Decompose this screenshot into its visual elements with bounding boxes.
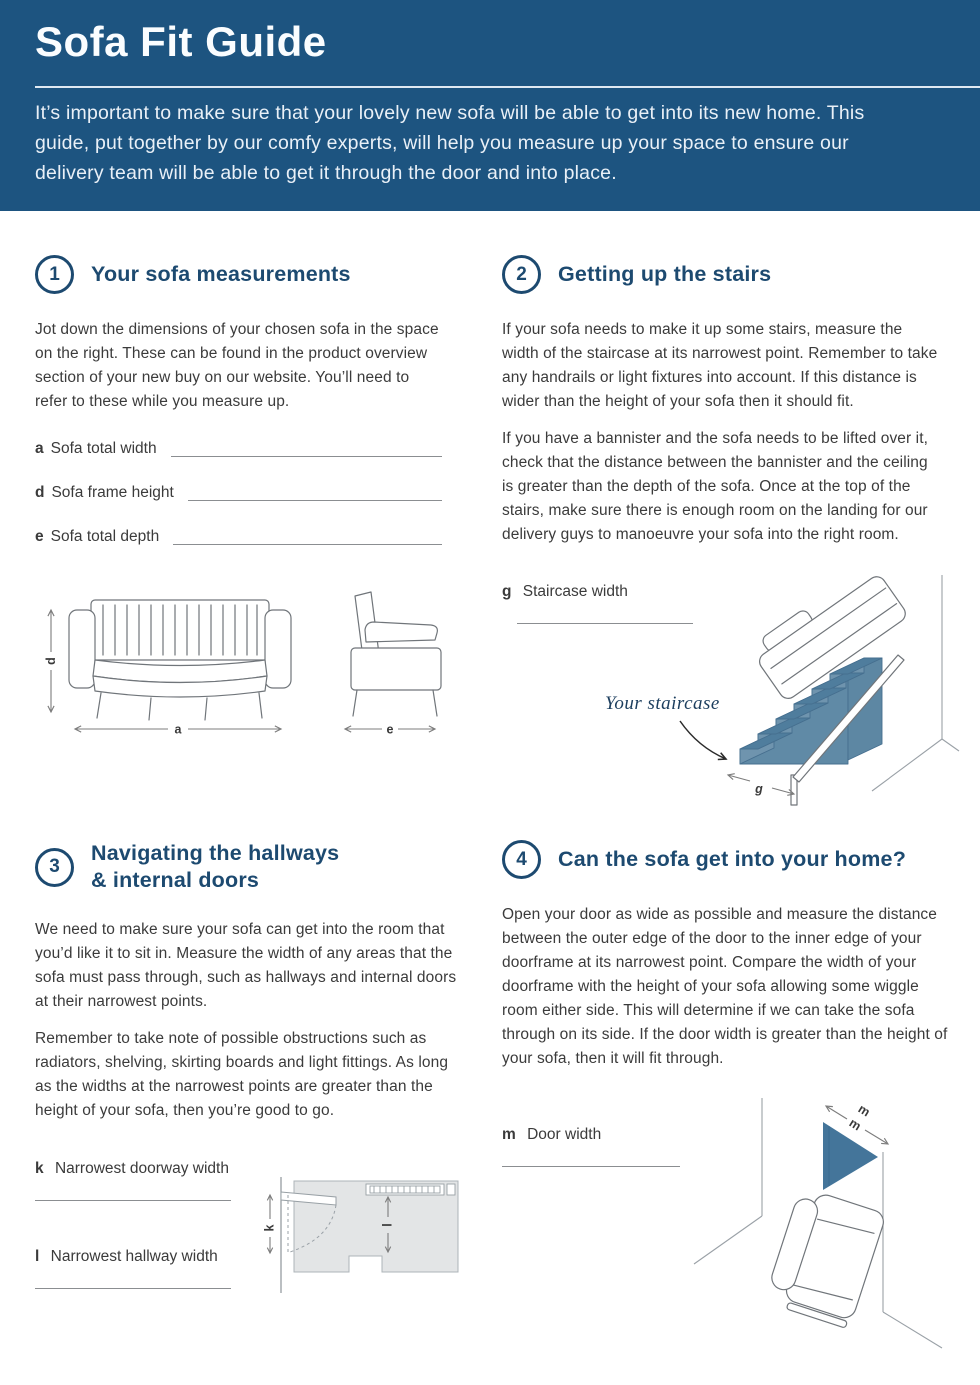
title-divider	[35, 86, 980, 88]
door-opening-triangle	[823, 1122, 878, 1190]
section-2-number-badge: 2	[502, 255, 541, 294]
write-in-line	[171, 456, 442, 457]
write-in-line	[35, 1288, 231, 1289]
field-label-sofa-frame-height: Sofa frame height	[51, 484, 174, 501]
field-sofa-frame-height	[35, 484, 457, 502]
staircase-annotation	[605, 693, 726, 759]
section-3-heading	[35, 840, 461, 894]
section-2-title: Getting up the stairs	[558, 262, 772, 286]
section-1-heading	[35, 255, 457, 294]
field-key-l: l	[35, 1248, 40, 1265]
section-4-title: Can the sofa get into your home?	[558, 847, 907, 871]
page-title: Sofa Fit Guide	[35, 18, 327, 65]
write-in-line	[173, 544, 442, 545]
section-sofa-into-home	[502, 840, 962, 1355]
field-key-g: g	[502, 583, 512, 600]
section-3-title	[91, 840, 339, 894]
section-3-body-2: Remember to take note of possible obstructions such as radiators, shelving, skirting boards and light fittings. As long as the widths at the narrowest points are greater than the height of your sofa, then you’re good to go.	[35, 1030, 449, 1119]
section-1-body: Jot down the dimensions of your chosen sofa in the space on the right. These can be found in the product overview section of your new buy on our website. You’ll need to refer to these while you measure up.	[35, 321, 439, 410]
field-key-a: a	[35, 440, 44, 457]
field-key-d: d	[35, 484, 45, 501]
dimension-arrow-g	[728, 775, 794, 796]
field-key-k: k	[35, 1160, 44, 1177]
sofa-depth-label: e	[386, 722, 394, 737]
curved-pointer-arrow	[680, 721, 726, 759]
doorway-width-label: k	[262, 1224, 277, 1232]
field-label-staircase-width: Staircase width	[522, 583, 628, 600]
section-2-body-1: If your sofa needs to make it up some stairs, measure the width of the staircase at its narrowest point. Remember to take any handrails or light fixtures into account. If this distance is wider than the height of your sofa then it should fit.	[502, 321, 938, 410]
sofa-width-label: a	[174, 722, 182, 737]
field-label-sofa-total-depth: Sofa total depth	[50, 528, 160, 545]
section-sofa-measurements	[35, 255, 457, 830]
field-door-width	[502, 1126, 680, 1167]
intro-text: It’s important to make sure that your lovely new sofa will be able to get into its new home. This guide, put together by our comfy experts, will help you measure up your space to ensure our delivery team will be able to get it through the door and into place.	[35, 102, 865, 184]
section-hallways-doors	[35, 840, 461, 1310]
field-key-e: e	[35, 528, 44, 545]
write-in-line	[35, 1200, 231, 1201]
field-narrowest-doorway-width	[35, 1160, 231, 1201]
section-2-body-2: If you have a bannister and the sofa needs to be lifted over it, check that the distance between the bannister and the ceiling is greater than the depth of the sofa. Once at the top of the stairs, make sure there is enough room on the landing for our delivery guys to manoeuvre your sofa into the right room.	[502, 430, 929, 543]
section-4-body: Open your door as wide as possible and measure the distance between the outer edge of the door to the inner edge of your doorframe at its narrowest point. Compare the width of your doorframe with the height of your sofa allowing some wiggle room either side. This will determine if we can take the sofa through on its side. If the door width is greater than the height of your sofa, then it will fit through.	[502, 906, 948, 1067]
door-width-label-1: m	[855, 1101, 873, 1120]
your-staircase-label: Your staircase	[605, 693, 720, 714]
field-sofa-total-depth	[35, 528, 457, 546]
field-label-narrowest-doorway-width: Narrowest doorway width	[54, 1160, 229, 1177]
dimension-arrow-k	[263, 1195, 277, 1253]
door-width-label-2: m	[846, 1115, 864, 1134]
field-label-door-width: Door width	[527, 1126, 602, 1143]
sofa-dimensions-diagram	[35, 572, 465, 742]
dimension-arrow-a	[75, 723, 281, 737]
field-label-sofa-total-width: Sofa total width	[50, 440, 157, 457]
write-in-line	[188, 500, 442, 501]
sofa-measurement-fields	[35, 440, 457, 546]
field-sofa-total-width	[35, 440, 457, 458]
section-3-number-badge: 3	[35, 848, 74, 887]
header	[0, 0, 980, 211]
section-getting-up-stairs	[502, 255, 960, 825]
sofa-on-side	[763, 1186, 886, 1329]
sofa-side-view	[351, 592, 441, 716]
dimension-arrow-d	[44, 610, 58, 712]
sofa-height-label: d	[44, 657, 58, 665]
section-3-body-1: We need to make sure your sofa can get into the room that you’d like it to sit in. Measure the width of any areas that the sofa must pass through, such as hallways and internal doors at their narrowest points.	[35, 921, 457, 1010]
field-key-m: m	[502, 1126, 516, 1143]
section-4-heading	[502, 840, 962, 879]
staircase-width-label: g	[755, 782, 763, 796]
section-1-number-badge: 1	[35, 255, 74, 294]
dimension-arrow-e	[345, 723, 435, 737]
section-3-title-line-2: & internal doors	[91, 868, 260, 892]
staircase-illustration-area	[502, 569, 960, 814]
field-label-narrowest-hallway-width: Narrowest hallway width	[50, 1248, 218, 1265]
staircase-diagram	[500, 569, 960, 812]
hallway-floorplan-diagram	[248, 1175, 460, 1295]
section-3-title-line-1: Navigating the hallways	[91, 841, 340, 865]
sofa-front-view	[69, 600, 291, 720]
section-4-number-badge: 4	[502, 840, 541, 879]
hallway-width-label: l	[380, 1223, 395, 1227]
section-2-heading	[502, 255, 960, 294]
radiator	[366, 1184, 455, 1195]
section-1-title: Your sofa measurements	[91, 262, 351, 286]
field-narrowest-hallway-width	[35, 1248, 231, 1289]
front-door-diagram	[690, 1080, 960, 1350]
write-in-line	[502, 1166, 680, 1167]
